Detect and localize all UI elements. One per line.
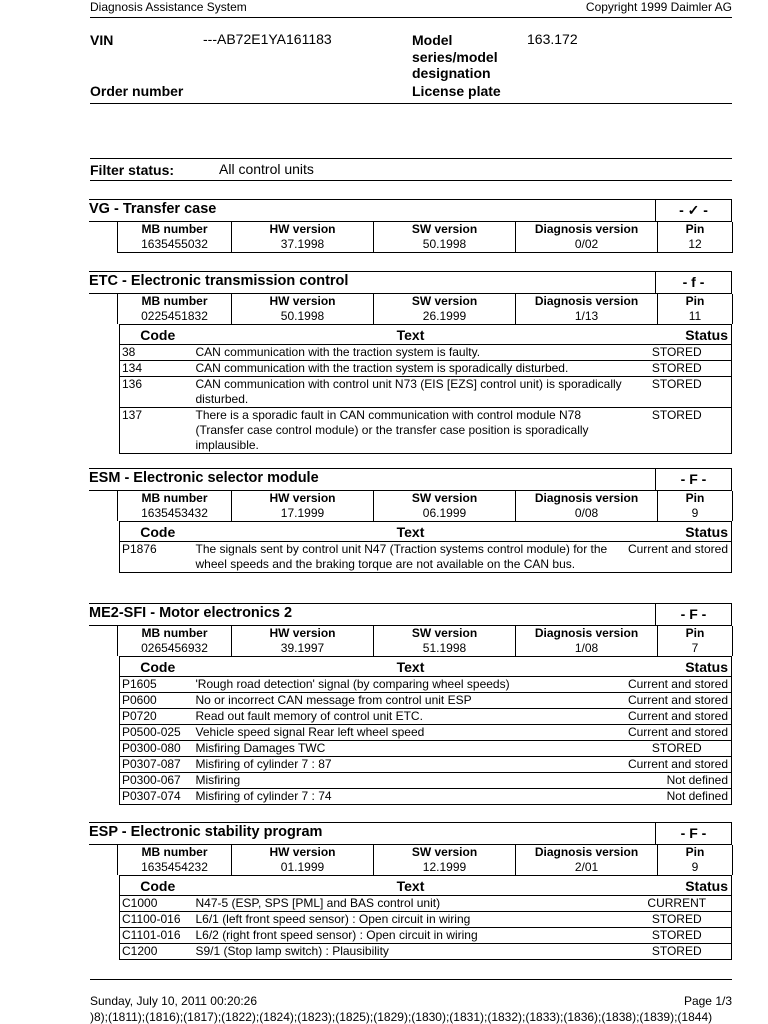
fault-code: P0720 <box>120 709 196 725</box>
version-info-header-cell: Pin <box>658 626 733 641</box>
fault-status: STORED <box>626 345 732 361</box>
fault-codes-header-cell: Text <box>196 522 626 542</box>
version-info-header-row <box>118 491 733 506</box>
fault-row <box>120 693 732 709</box>
control-unit-block <box>89 468 732 573</box>
fault-text: CAN communication with the traction system is sporadically disturbed. <box>196 361 626 377</box>
version-info-value-cell: 9 <box>658 860 733 875</box>
fault-text: Misfiring <box>196 773 626 789</box>
order-number-label: Order number <box>90 83 184 99</box>
version-info-value-cell: 1635454232 <box>118 860 232 875</box>
fault-code: C1101-016 <box>120 928 196 944</box>
control-unit-status-flag: - ✓ - <box>655 200 731 221</box>
fault-row <box>120 377 732 408</box>
version-info-table <box>117 845 733 875</box>
version-info-value-cell: 1/08 <box>516 641 658 656</box>
control-unit-block <box>89 271 732 454</box>
fault-codes-table <box>119 656 732 805</box>
version-info-value-cell: 2/01 <box>516 860 658 875</box>
fault-code: C1100-016 <box>120 912 196 928</box>
version-info-value-cell: 26.1999 <box>374 309 516 324</box>
fault-codes-header-row <box>120 876 732 896</box>
divider <box>90 158 732 159</box>
control-unit-block <box>89 603 732 805</box>
fault-status: Not defined <box>626 789 732 805</box>
fault-codes-table <box>119 324 732 454</box>
control-unit-title-bar <box>89 271 732 294</box>
version-info-value-row <box>118 237 733 253</box>
fault-status: Current and stored <box>626 757 732 773</box>
fault-code: P0300-080 <box>120 741 196 757</box>
fault-code: C1000 <box>120 896 196 912</box>
version-info-value-cell: 0/02 <box>516 237 658 253</box>
version-info-value-cell: 01.1999 <box>232 860 374 875</box>
version-info-header-cell: Pin <box>658 294 733 309</box>
version-info-header-cell: HW version <box>232 845 374 860</box>
version-info-value-row <box>118 860 733 875</box>
control-unit-name: VG - Transfer case <box>89 201 217 217</box>
control-unit-block <box>89 199 732 253</box>
version-info-header-cell: MB number <box>118 222 232 237</box>
version-info-header-cell: MB number <box>118 491 232 506</box>
version-info-value-cell: 12.1999 <box>374 860 516 875</box>
version-info-header-cell: SW version <box>374 845 516 860</box>
fault-text: Misfiring Damages TWC <box>196 741 626 757</box>
fault-status: STORED <box>626 377 732 408</box>
fault-code: P0600 <box>120 693 196 709</box>
version-info-header-cell: Diagnosis version <box>516 222 658 237</box>
control-unit-title-bar <box>89 603 732 626</box>
fault-row <box>120 944 732 960</box>
fault-text: L6/1 (left front speed sensor) : Open circuit in wiring <box>196 912 626 928</box>
model-label: Model series/model designation <box>412 32 498 81</box>
version-info-header-cell: MB number <box>118 845 232 860</box>
fault-status: STORED <box>626 361 732 377</box>
fault-codes-header-row <box>120 657 732 677</box>
fault-row <box>120 345 732 361</box>
model-value: 163.172 <box>527 31 578 47</box>
version-info-value-cell: 0/08 <box>516 506 658 521</box>
header-system-name: Diagnosis Assistance System <box>90 0 247 14</box>
fault-row <box>120 773 732 789</box>
control-unit-name: ETC - Electronic transmission control <box>89 273 349 289</box>
version-info-value-cell: 51.1998 <box>374 641 516 656</box>
fault-row <box>120 741 732 757</box>
fault-code: P1605 <box>120 677 196 693</box>
version-info-header-row <box>118 222 733 237</box>
control-unit-status-flag: - f - <box>655 272 731 293</box>
version-info-value-row <box>118 506 733 521</box>
fault-status: Current and stored <box>626 725 732 741</box>
fault-status: STORED <box>626 928 732 944</box>
fault-text: 'Rough road detection' signal (by comparing wheel speeds) <box>196 677 626 693</box>
fault-codes-header-cell: Text <box>196 325 626 345</box>
version-info-value-cell: 06.1999 <box>374 506 516 521</box>
fault-codes-header-cell: Code <box>120 522 196 542</box>
fault-codes-header-cell: Text <box>196 876 626 896</box>
fault-text: L6/2 (right front speed sensor) : Open circuit in wiring <box>196 928 626 944</box>
filter-status-value: All control units <box>219 161 314 177</box>
version-info-value-cell: 7 <box>658 641 733 656</box>
control-unit-status-flag: - F - <box>655 469 731 490</box>
control-unit-title-bar <box>89 199 732 222</box>
version-info-header-cell: Pin <box>658 222 733 237</box>
version-info-header-cell: HW version <box>232 626 374 641</box>
fault-code: P0307-087 <box>120 757 196 773</box>
fault-row <box>120 408 732 454</box>
fault-status: Current and stored <box>626 677 732 693</box>
vin-value: ---AB72E1YA161183 <box>203 31 332 47</box>
version-info-value-row <box>118 641 733 656</box>
control-unit-status-flag: - F - <box>655 604 731 625</box>
version-info-header-cell: Pin <box>658 491 733 506</box>
fault-codes-header-cell: Code <box>120 657 196 677</box>
fault-row <box>120 928 732 944</box>
version-info-header-cell: SW version <box>374 294 516 309</box>
fault-code: P0500-025 <box>120 725 196 741</box>
control-unit-title-bar <box>89 468 732 491</box>
version-info-value-cell: 50.1998 <box>374 237 516 253</box>
fault-row <box>120 709 732 725</box>
version-info-value-cell: 1635453432 <box>118 506 232 521</box>
version-info-header-cell: HW version <box>232 294 374 309</box>
header-copyright: Copyright 1999 Daimler AG <box>585 0 732 14</box>
fault-text: The signals sent by control unit N47 (Traction systems control module) for the wheel speeds and the braking torque are not available on the CAN bus. <box>196 542 626 573</box>
fault-status: Current and stored <box>626 709 732 725</box>
fault-status: STORED <box>626 408 732 454</box>
fault-code: P0307-074 <box>120 789 196 805</box>
version-info-header-cell: SW version <box>374 626 516 641</box>
fault-row <box>120 361 732 377</box>
version-info-header-cell: MB number <box>118 294 232 309</box>
version-info-header-cell: HW version <box>232 491 374 506</box>
version-info-value-cell: 0225451832 <box>118 309 232 324</box>
version-info-value-cell: 39.1997 <box>232 641 374 656</box>
fault-text: There is a sporadic fault in CAN communication with control module N78 (Transfer case control module) or the transfer case position is sporadically implausible. <box>196 408 626 454</box>
fault-code: P0300-067 <box>120 773 196 789</box>
version-info-value-cell: 9 <box>658 506 733 521</box>
control-unit-status-flag: - F - <box>655 823 731 844</box>
fault-code: P1876 <box>120 542 196 573</box>
fault-row <box>120 542 732 573</box>
version-info-header-cell: HW version <box>232 222 374 237</box>
divider <box>90 17 732 18</box>
fault-row <box>120 912 732 928</box>
fault-status: Current and stored <box>626 693 732 709</box>
fault-status: STORED <box>626 944 732 960</box>
fault-text: Vehicle speed signal Rear left wheel speed <box>196 725 626 741</box>
control-unit-title-bar <box>89 822 732 845</box>
version-info-header-cell: Diagnosis version <box>516 294 658 309</box>
fault-row <box>120 896 732 912</box>
control-unit-name: ME2-SFI - Motor electronics 2 <box>89 605 293 621</box>
divider <box>90 180 732 181</box>
fault-text: CAN communication with control unit N73 (EIS [EZS] control unit) is sporadically disturbed. <box>196 377 626 408</box>
fault-codes-header-row <box>120 325 732 345</box>
fault-codes-header-cell: Status <box>626 522 732 542</box>
version-info-header-cell: SW version <box>374 222 516 237</box>
version-info-value-cell: 11 <box>658 309 733 324</box>
fault-code: 136 <box>120 377 196 408</box>
version-info-value-row <box>118 309 733 324</box>
footer-date: Sunday, July 10, 2011 00:20:26 <box>90 994 258 1008</box>
fault-text: Misfiring of cylinder 7 : 74 <box>196 789 626 805</box>
control-unit-block <box>89 822 732 960</box>
fault-status: Not defined <box>626 773 732 789</box>
fault-codes-header-cell: Text <box>196 657 626 677</box>
version-info-header-row <box>118 294 733 309</box>
version-info-value-cell: 17.1999 <box>232 506 374 521</box>
footer-page-number: Page 1/3 <box>683 994 732 1008</box>
version-info-header-row <box>118 626 733 641</box>
fault-code: 38 <box>120 345 196 361</box>
version-info-value-cell: 50.1998 <box>232 309 374 324</box>
version-info-table <box>117 491 733 521</box>
fault-codes-header-cell: Status <box>626 325 732 345</box>
fault-text: Misfiring of cylinder 7 : 87 <box>196 757 626 773</box>
control-unit-name: ESP - Electronic stability program <box>89 824 323 840</box>
version-info-header-cell: MB number <box>118 626 232 641</box>
fault-codes-header-row <box>120 522 732 542</box>
filter-status-label: Filter status: <box>90 162 175 178</box>
version-info-header-cell: Diagnosis version <box>516 626 658 641</box>
divider <box>90 979 732 980</box>
fault-row <box>120 757 732 773</box>
version-info-header-cell: Diagnosis version <box>516 845 658 860</box>
fault-code: 134 <box>120 361 196 377</box>
fault-status: STORED <box>626 741 732 757</box>
fault-text: No or incorrect CAN message from control unit ESP <box>196 693 626 709</box>
version-info-header-cell: Diagnosis version <box>516 491 658 506</box>
fault-codes-table <box>119 875 732 960</box>
fault-row <box>120 677 732 693</box>
fault-codes-header-cell: Code <box>120 325 196 345</box>
fault-codes-header-cell: Status <box>626 657 732 677</box>
vin-label: VIN <box>90 32 114 48</box>
version-info-value-cell: 0265456932 <box>118 641 232 656</box>
fault-code: 137 <box>120 408 196 454</box>
fault-codes-header-cell: Status <box>626 876 732 896</box>
fault-status: Current and stored <box>626 542 732 573</box>
version-info-header-cell: SW version <box>374 491 516 506</box>
fault-row <box>120 789 732 805</box>
footer-id-list: )8);(1811);(1816);(1817);(1822);(1824);(1823);(1825);(1829);(1830);(1831);(1832);(1833);(1836);(1838);(1839);(1844) <box>90 1010 713 1024</box>
fault-text: CAN communication with the traction system is faulty. <box>196 345 626 361</box>
version-info-header-cell: Pin <box>658 845 733 860</box>
version-info-table <box>117 294 733 324</box>
license-plate-label: License plate <box>412 83 501 99</box>
fault-codes-header-cell: Code <box>120 876 196 896</box>
version-info-value-cell: 37.1998 <box>232 237 374 253</box>
fault-codes-table <box>119 521 732 573</box>
version-info-table <box>117 626 733 656</box>
version-info-table <box>117 222 733 253</box>
version-info-value-cell: 1635455032 <box>118 237 232 253</box>
fault-row <box>120 725 732 741</box>
fault-text: N47-5 (ESP, SPS [PML] and BAS control unit) <box>196 896 626 912</box>
fault-status: CURRENT <box>626 896 732 912</box>
version-info-header-row <box>118 845 733 860</box>
version-info-value-cell: 12 <box>658 237 733 253</box>
divider <box>90 103 732 104</box>
fault-code: C1200 <box>120 944 196 960</box>
version-info-value-cell: 1/13 <box>516 309 658 324</box>
fault-status: STORED <box>626 912 732 928</box>
control-unit-name: ESM - Electronic selector module <box>89 470 319 486</box>
fault-text: Read out fault memory of control unit ETC. <box>196 709 626 725</box>
fault-text: S9/1 (Stop lamp switch) : Plausibility <box>196 944 626 960</box>
